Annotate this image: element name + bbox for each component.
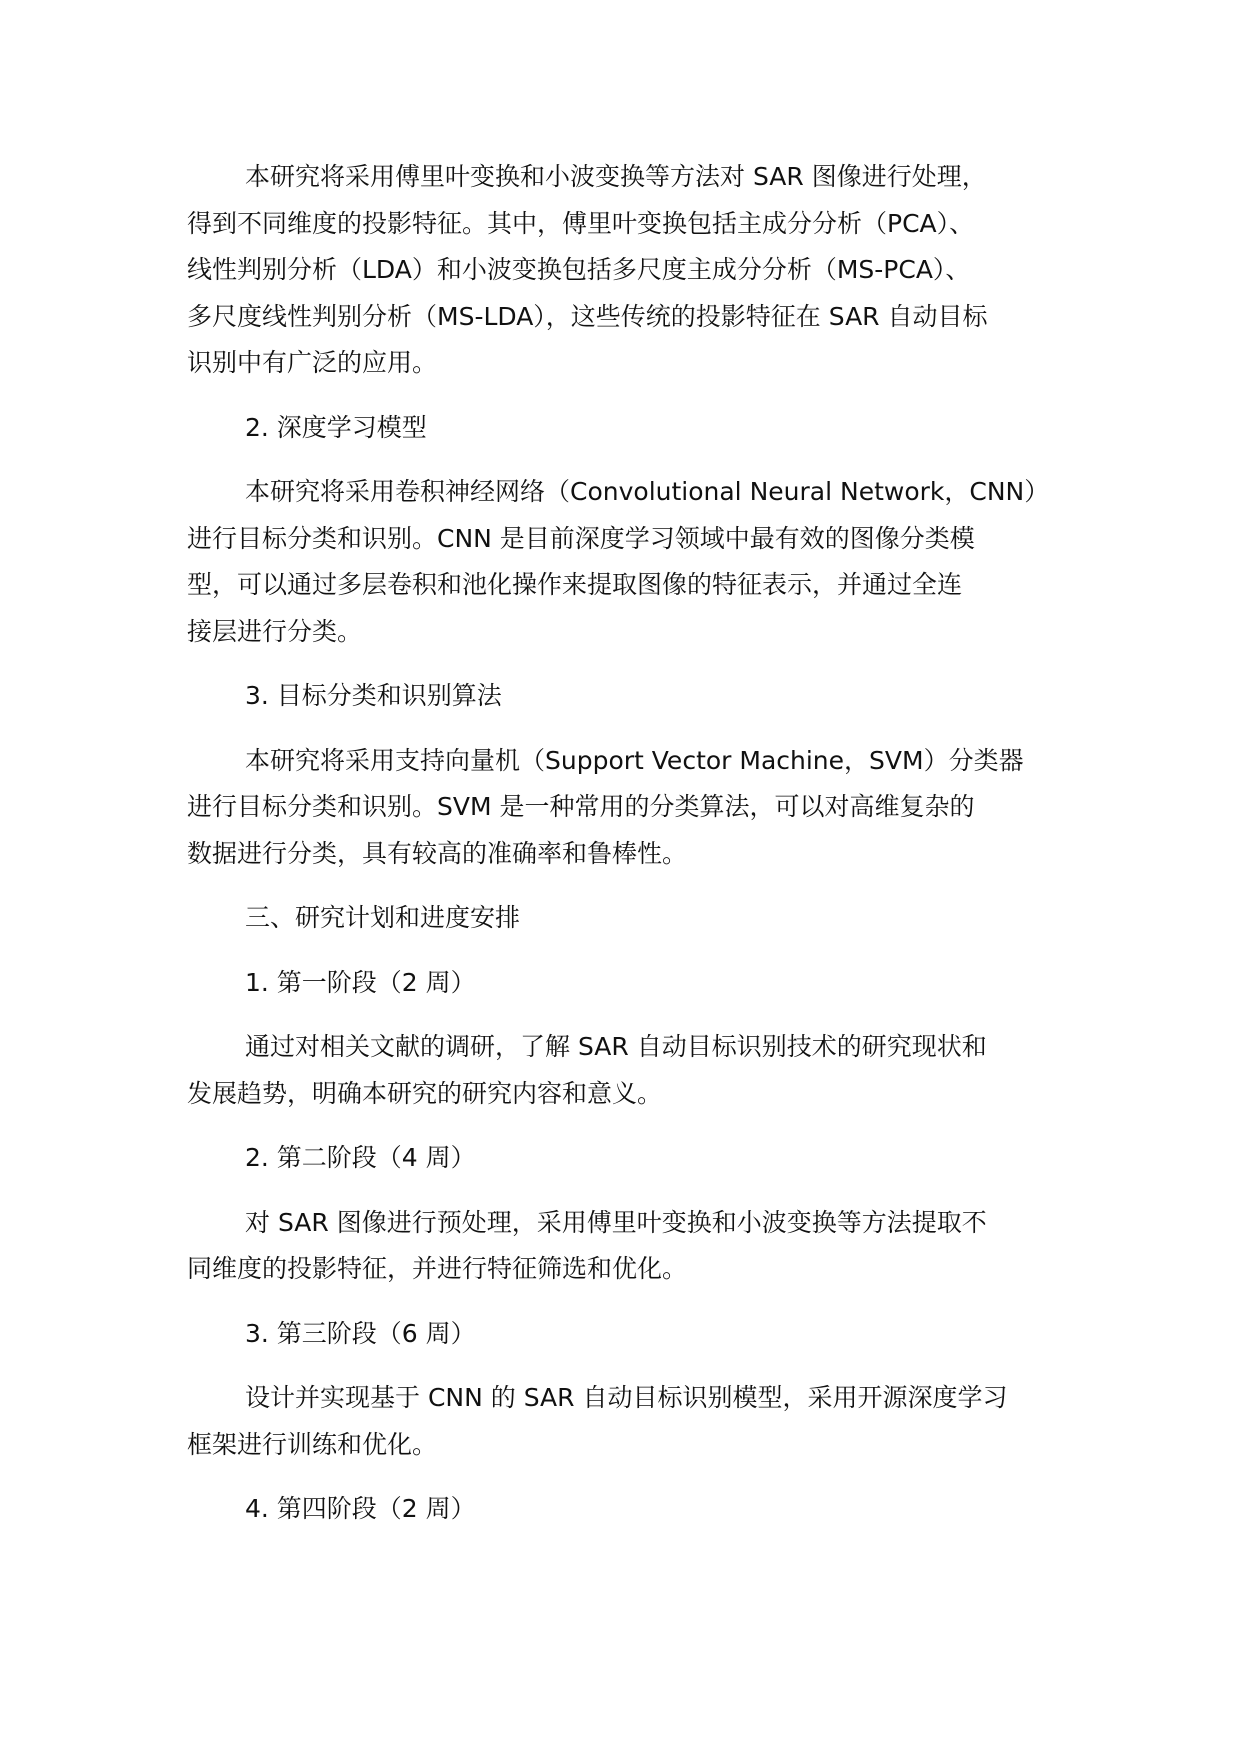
document-body	[187, 154, 1067, 1533]
section-heading: 4. 第四阶段（2 周）	[245, 1494, 476, 1523]
paragraph-line: 通过对相关文献的调研，了解 SAR 自动目标识别技术的研究现状和	[245, 1032, 987, 1061]
paragraph-line: 进行目标分类和识别。CNN 是目前深度学习领域中最有效的图像分类模	[187, 523, 975, 553]
paragraph-line: 本研究将采用傅里叶变换和小波变换等方法对 SAR 图像进行处理，	[245, 162, 987, 191]
paragraph-line: 对 SAR 图像进行预处理，采用傅里叶变换和小波变换等方法提取不	[245, 1207, 987, 1237]
paragraph-line: 发展趋势，明确本研究的研究内容和意义。	[187, 1078, 663, 1108]
block-spacer	[187, 1117, 1067, 1135]
paragraph-line: 本研究将采用支持向量机（Support Vector Machine，SVM）分类器	[245, 745, 1024, 775]
paragraph-line: 线性判别分析（LDA）和小波变换包括多尺度主成分分析（MS-PCA）、	[187, 255, 971, 284]
paragraph-line: 识别中有广泛的应用。	[187, 348, 438, 377]
section-heading: 1. 第一阶段（2 周）	[245, 967, 476, 997]
section-heading: 3. 目标分类和识别算法	[245, 681, 502, 710]
paragraph-line: 型，可以通过多层卷积和池化操作来提取图像的特征表示，并通过全连	[187, 570, 963, 599]
block-spacer	[187, 387, 1067, 405]
body-paragraph	[187, 154, 1067, 387]
paragraph-line: 数据进行分类，具有较高的准确率和鲁棒性。	[187, 838, 688, 868]
block-spacer	[187, 1293, 1067, 1311]
paragraph-line: 设计并实现基于 CNN 的 SAR 自动目标识别模型，采用开源深度学习	[245, 1383, 1008, 1412]
body-paragraph	[187, 1375, 1067, 1468]
block-spacer	[187, 720, 1067, 738]
paragraph-line: 同维度的投影特征，并进行特征筛选和优化。	[187, 1254, 688, 1283]
block-spacer	[187, 1468, 1067, 1486]
paragraph-line: 接层进行分类。	[187, 616, 363, 646]
block-spacer	[187, 1182, 1067, 1200]
block-spacer	[187, 451, 1067, 469]
paragraph-line: 得到不同维度的投影特征。其中，傅里叶变换包括主成分分析（PCA）、	[187, 208, 975, 238]
body-paragraph	[187, 1024, 1067, 1117]
block-spacer	[187, 942, 1067, 960]
paragraph-line: 框架进行训练和优化。	[187, 1429, 438, 1459]
paragraph-line: 本研究将采用卷积神经网络（Convolutional Neural Network，CNN）	[245, 477, 1050, 506]
block-spacer	[187, 1357, 1067, 1375]
section-heading: 2. 第二阶段（4 周）	[245, 1143, 476, 1172]
section-heading: 2. 深度学习模型	[245, 412, 427, 442]
body-paragraph	[187, 469, 1067, 655]
body-paragraph	[187, 738, 1067, 878]
paragraph-line: 进行目标分类和识别。SVM 是一种常用的分类算法，可以对高维复杂的	[187, 792, 975, 821]
block-spacer	[187, 1006, 1067, 1024]
block-spacer	[187, 877, 1067, 895]
body-paragraph	[187, 1200, 1067, 1293]
paragraph-line: 多尺度线性判别分析（MS-LDA），这些传统的投影特征在 SAR 自动目标	[187, 301, 988, 331]
block-spacer	[187, 655, 1067, 673]
section-heading: 三、研究计划和进度安排	[245, 903, 521, 932]
section-heading: 3. 第三阶段（6 周）	[245, 1318, 476, 1348]
